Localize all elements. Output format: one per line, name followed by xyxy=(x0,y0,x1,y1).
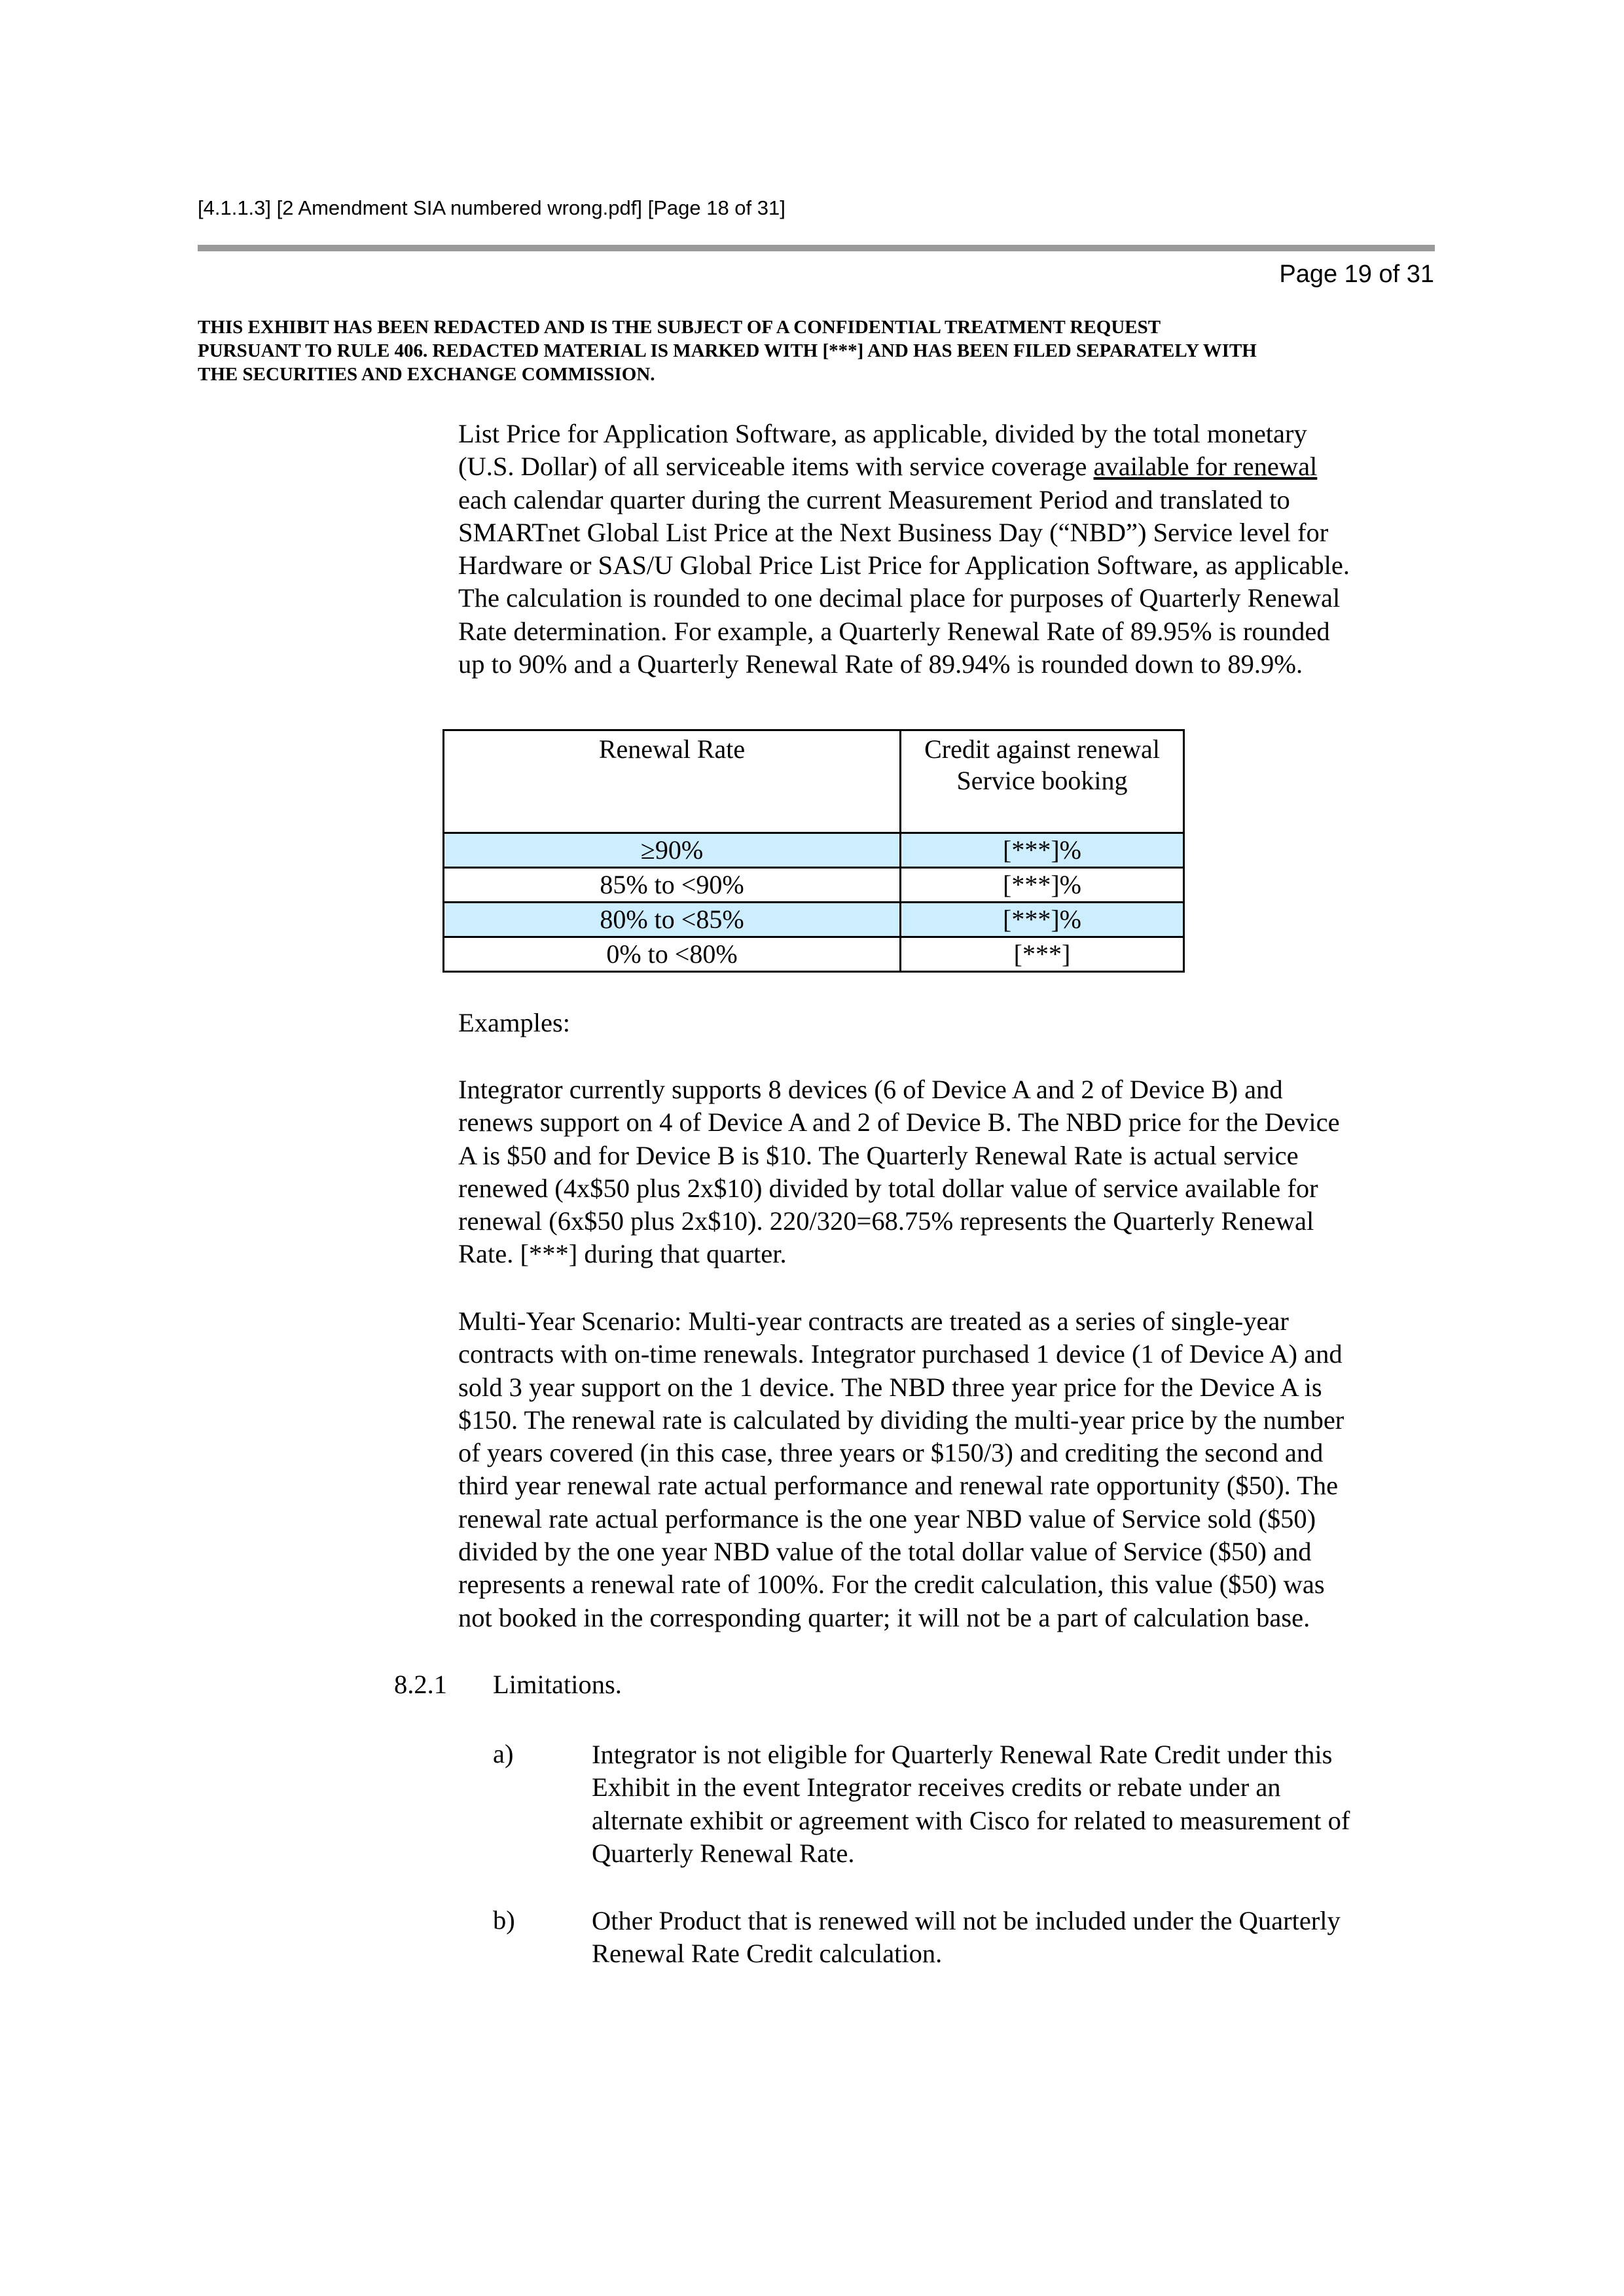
list-item-letter: a) xyxy=(493,1739,514,1768)
page-number: Page 19 of 31 xyxy=(1279,260,1434,288)
examples-label: Examples: xyxy=(458,1008,570,1037)
table-cell: [***]% xyxy=(901,833,1184,868)
table-cell: ≥90% xyxy=(444,833,901,868)
intro-paragraph xyxy=(458,418,1440,681)
file-header-label: [4.1.1.3] [2 Amendment SIA numbered wrong.pdf] [Page 18 of 31] xyxy=(198,196,785,219)
table-cell: 0% to <80% xyxy=(444,937,901,972)
table-cell: [***] xyxy=(901,937,1184,972)
table-row xyxy=(444,833,1184,868)
section-number: 8.2.1 xyxy=(394,1670,447,1699)
confidential-notice: THIS EXHIBIT HAS BEEN REDACTED AND IS THE SUBJECT OF A CONFIDENTIAL TREATMENT REQUEST PURSUANT TO RULE 406. REDACTED MATERIAL IS MARKED WITH [***] AND HAS BEEN FILED SEPARATELY WITH THE SECURITIES AND EXCHANGE COMMISSION. xyxy=(198,317,1257,385)
section-title: Limitations. xyxy=(493,1670,622,1699)
table-cell: [***]% xyxy=(901,903,1184,937)
example-paragraph-1: Integrator currently supports 8 devices (6 of Device A and 2 of Device B) and renews support on 4 of Device A and 2 of Device B. The NBD price for the Device A is $50 and for Device B is $10. The Quarterly Renewal Rate is actual service renewed (4x$50 plus 2x$10) divided by total dollar value of service available for renewal (6x$50 plus 2x$10). 220/320=68.75% represents the Quarterly Renewal Rate. [***] during that quarter. xyxy=(458,1075,1340,1269)
table-cell: [***]% xyxy=(901,868,1184,903)
table-cell: 85% to <90% xyxy=(444,868,901,903)
column-header-renewal-rate: Renewal Rate xyxy=(444,730,901,833)
renewal-rate-table xyxy=(442,729,1185,973)
column-header-credit: Credit against renewal Service booking xyxy=(901,730,1184,833)
table-row xyxy=(444,868,1184,903)
table-header-row xyxy=(444,730,1184,833)
table-row xyxy=(444,903,1184,937)
list-item-text: Integrator is not eligible for Quarterly Renewal Rate Credit under this Exhibit in the event Integrator receives credits or rebate under an alternate exhibit or agreement with Cisco for related to measurement of Quarterly Renewal Rate. xyxy=(592,1740,1350,1868)
list-item-letter: b) xyxy=(493,1905,515,1935)
intro-text-start: List Price for Application Software, as applicable, divided by the total monetary (U.S. Dollar) of all serviceable items with service coverage xyxy=(458,419,1307,482)
table-row xyxy=(444,937,1184,972)
intro-underlined-text: available for renewal xyxy=(1093,452,1318,482)
intro-text-end: each calendar quarter during the current Measurement Period and translated to SMARTnet Global List Price at the Next Business Day (“NBD”) Service level for Hardware or SAS/U Global Price List Price for Application Software, as applicable. The calculation is rounded to one decimal place for purposes of Quarterly Renewal Rate determination. For example, a Quarterly Renewal Rate of 89.95% is rounded up to 90% and a Quarterly Renewal Rate of 89.94% is rounded down to 89.9%. xyxy=(458,484,1350,679)
table-cell: 80% to <85% xyxy=(444,903,901,937)
list-item-text: Other Product that is renewed will not be included under the Quarterly Renewal Rate Credit calculation. xyxy=(592,1906,1341,1969)
header-rule xyxy=(198,245,1435,251)
example-paragraph-2: Multi-Year Scenario: Multi-year contracts are treated as a series of single-year contracts with on-time renewals. Integrator purchased 1 device (1 of Device A) and sold 3 year support on the 1 device. The NBD three year price for the Device A is $150. The renewal rate is calculated by dividing the multi-year price by the number of years covered (in this case, three years or $150/3) and crediting the second and third year renewal rate actual performance and renewal rate opportunity ($50). The renewal rate actual performance is the one year NBD value of Service sold ($50) divided by the one year NBD value of the total dollar value of Service ($50) and represents a renewal rate of 100%. For the credit calculation, this value ($50) was not booked in the corresponding quarter; it will not be a part of calculation base. xyxy=(458,1306,1344,1632)
